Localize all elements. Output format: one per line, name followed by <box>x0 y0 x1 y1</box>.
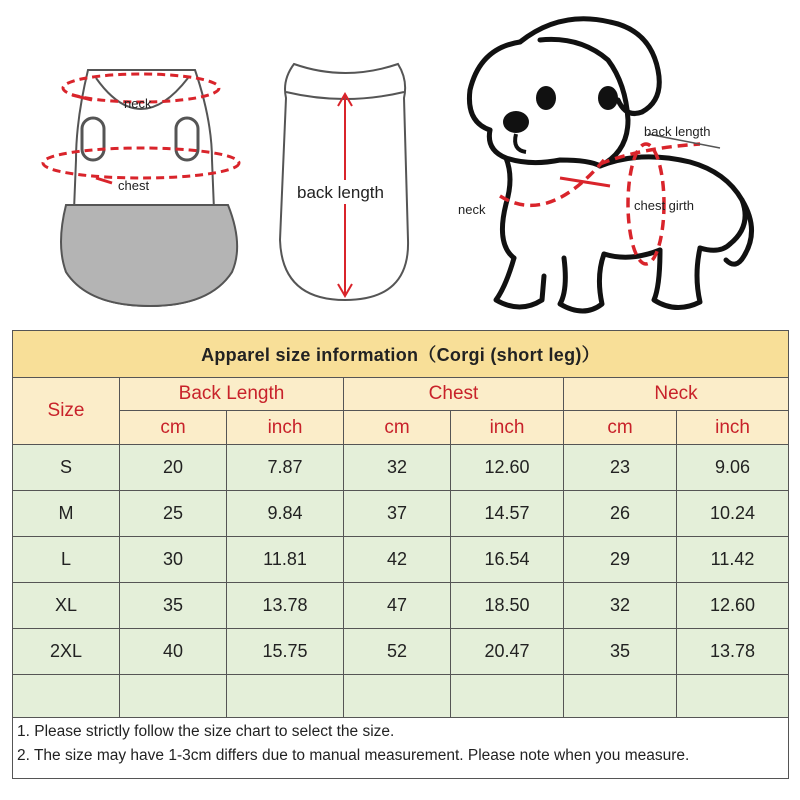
table-cell: 15.75 <box>227 629 344 675</box>
table-cell: 12.60 <box>451 445 564 491</box>
table-cell: 35 <box>564 629 677 675</box>
empty-cell <box>13 675 120 718</box>
table-row <box>13 583 789 629</box>
table-cell: 20.47 <box>451 629 564 675</box>
table-cell: 37 <box>344 491 451 537</box>
unit-header: cm <box>120 411 227 445</box>
table-row <box>13 537 789 583</box>
table-cell: 13.78 <box>677 629 789 675</box>
table-title: Apparel size information（Corgi (short leg)） <box>13 331 789 378</box>
dog-back-length-label: back length <box>644 124 711 139</box>
empty-cell <box>451 675 564 718</box>
unit-header-row <box>13 411 789 445</box>
table-cell: 32 <box>344 445 451 491</box>
dog-chest-girth-label: chest girth <box>634 198 694 213</box>
size-table <box>12 330 789 779</box>
table-cell: 13.78 <box>227 583 344 629</box>
size-cell: S <box>13 445 120 491</box>
table-cell: 30 <box>120 537 227 583</box>
table-cell: 26 <box>564 491 677 537</box>
size-cell: XL <box>13 583 120 629</box>
table-cell: 11.42 <box>677 537 789 583</box>
size-table-container <box>12 330 788 790</box>
unit-header: inch <box>451 411 564 445</box>
vest-back-diagram <box>280 64 408 300</box>
notes-cell <box>13 718 789 779</box>
dog-neck-label: neck <box>458 202 486 217</box>
empty-cell <box>344 675 451 718</box>
note-line: 2. The size may have 1-3cm differs due to manual measurement. Please note when you measure. <box>17 747 690 764</box>
table-row <box>13 491 789 537</box>
table-row <box>13 629 789 675</box>
unit-header: inch <box>227 411 344 445</box>
note-line: 1. Please strictly follow the size chart to select the size. <box>17 723 395 740</box>
chest-header: Chest <box>344 378 564 411</box>
table-cell: 42 <box>344 537 451 583</box>
size-cell: M <box>13 491 120 537</box>
table-cell: 18.50 <box>451 583 564 629</box>
size-cell: 2XL <box>13 629 120 675</box>
notes-row <box>13 718 789 779</box>
table-cell: 16.54 <box>451 537 564 583</box>
table-row <box>13 445 789 491</box>
table-cell: 9.06 <box>677 445 789 491</box>
table-cell: 25 <box>120 491 227 537</box>
table-cell: 40 <box>120 629 227 675</box>
empty-cell <box>120 675 227 718</box>
unit-header: inch <box>677 411 789 445</box>
unit-header: cm <box>564 411 677 445</box>
empty-cell <box>227 675 344 718</box>
table-cell: 14.57 <box>451 491 564 537</box>
neck-header: Neck <box>564 378 789 411</box>
empty-cell <box>677 675 789 718</box>
table-cell: 29 <box>564 537 677 583</box>
table-cell: 12.60 <box>677 583 789 629</box>
table-cell: 52 <box>344 629 451 675</box>
table-cell: 9.84 <box>227 491 344 537</box>
table-cell: 32 <box>564 583 677 629</box>
vest-front-diagram <box>43 70 239 306</box>
back-length-header: Back Length <box>120 378 344 411</box>
size-cell: L <box>13 537 120 583</box>
table-cell: 35 <box>120 583 227 629</box>
unit-header: cm <box>344 411 451 445</box>
table-cell: 11.81 <box>227 537 344 583</box>
dog-face <box>503 86 618 152</box>
size-header: Size <box>13 378 120 445</box>
table-cell: 7.87 <box>227 445 344 491</box>
group-header-row <box>13 378 789 411</box>
dog-diagram <box>469 19 751 311</box>
empty-cell <box>564 675 677 718</box>
vest-back-length-label: back length <box>297 183 384 202</box>
vest-chest-label: chest <box>118 178 150 193</box>
table-title-row <box>13 331 789 378</box>
measurement-illustration <box>0 0 800 330</box>
table-cell: 20 <box>120 445 227 491</box>
table-cell: 10.24 <box>677 491 789 537</box>
table-row-empty <box>13 675 789 718</box>
vest-neck-label: neck <box>124 96 152 111</box>
table-cell: 23 <box>564 445 677 491</box>
table-cell: 47 <box>344 583 451 629</box>
